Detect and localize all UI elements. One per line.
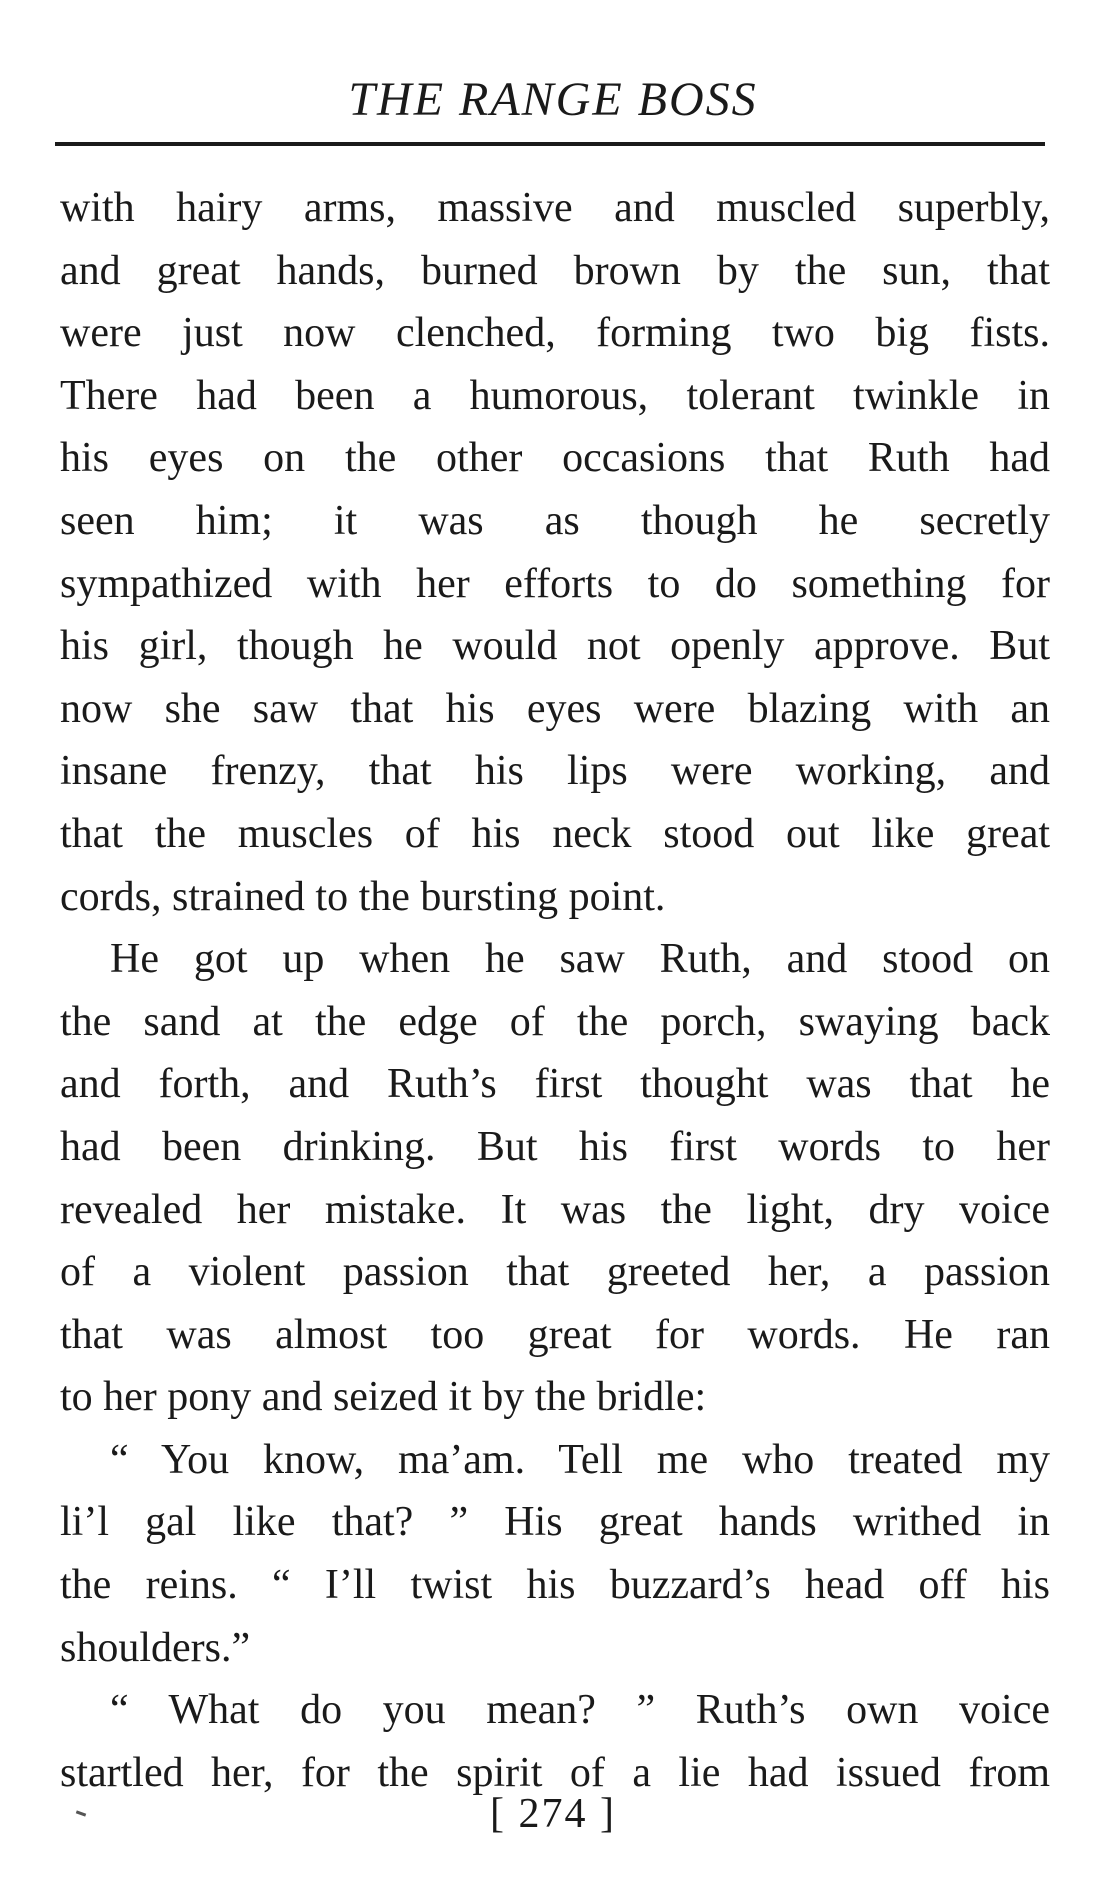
- text-line: insane frenzy, that his lips were working, and: [60, 748, 1050, 795]
- text-line: startled her, for the spirit of a lie had issued from: [60, 1749, 1050, 1796]
- text-line: with hairy arms, massive and muscled superbly,: [60, 185, 1050, 231]
- text-line: that was almost too great for words. He ran: [60, 1311, 1050, 1358]
- text-line: the reins. “ I’ll twist his buzzard’s head off his: [60, 1562, 1050, 1609]
- header-rule: [55, 142, 1045, 146]
- text-line: seen him; it was as though he secretly: [60, 497, 1050, 544]
- text-line: sympathized with her efforts to do something for: [60, 560, 1050, 607]
- running-head: THE RANGE BOSS: [348, 73, 758, 126]
- text-line: shoulders.”: [60, 1624, 251, 1671]
- text-line: There had been a humorous, tolerant twinkle in: [60, 372, 1050, 419]
- text-line: “ What do you mean? ” Ruth’s own voice: [110, 1687, 1050, 1734]
- text-line: li’l gal like that? ” His great hands writhed in: [60, 1499, 1050, 1546]
- page-number: [ 274 ]: [490, 1791, 616, 1837]
- text-line: now she saw that his eyes were blazing with an: [60, 685, 1050, 732]
- text-line: He got up when he saw Ruth, and stood on: [110, 936, 1050, 983]
- text-line: his eyes on the other occasions that Ruth had: [60, 435, 1050, 482]
- text-line: had been drinking. But his first words to her: [60, 1123, 1050, 1170]
- text-line: of a violent passion that greeted her, a passion: [60, 1249, 1050, 1296]
- text-line: to her pony and seized it by the bridle:: [60, 1374, 707, 1421]
- text-line: the sand at the edge of the porch, swaying back: [60, 998, 1050, 1045]
- body-text: [60, 177, 1050, 1804]
- text-line: his girl, though he would not openly approve. But: [60, 623, 1050, 670]
- text-line: “ You know, ma’am. Tell me who treated my: [110, 1436, 1050, 1483]
- text-line: cords, strained to the bursting point.: [60, 873, 666, 920]
- text-line: that the muscles of his neck stood out like great: [60, 810, 1050, 857]
- text-line: were just now clenched, forming two big fists.: [60, 310, 1050, 357]
- text-line: and forth, and Ruth’s first thought was that he: [60, 1061, 1050, 1108]
- text-line: revealed her mistake. It was the light, dry voice: [60, 1186, 1050, 1233]
- text-line: and great hands, burned brown by the sun, that: [60, 247, 1050, 294]
